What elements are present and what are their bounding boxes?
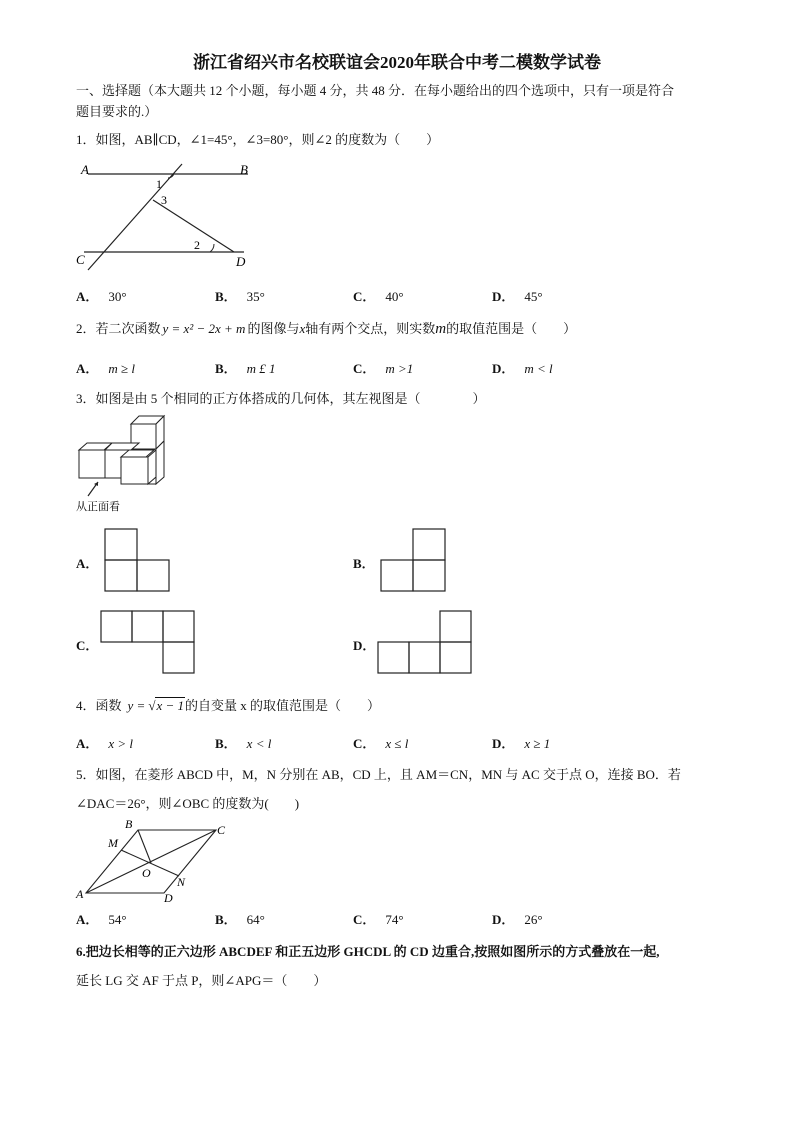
q5-option-a[interactable]: A． 54° — [76, 912, 127, 927]
q1-angle-2: 2 — [194, 238, 200, 252]
q2-stem: 2．若二次函数 y = x² − 2x + m 的图像与x轴有两个交点，则实数m的取值范围是（ ） — [76, 321, 577, 337]
q1-option-a[interactable]: A． 30° — [76, 289, 127, 304]
section-heading-line2: 题目要求的.） — [76, 104, 158, 119]
q5-option-c[interactable]: C． 74° — [353, 912, 404, 927]
q4-stem: 4．函数 y = √x − 1的自变量 x 的取值范围是（ ） — [76, 698, 381, 713]
q3-option-c-figure[interactable] — [100, 610, 196, 674]
q1-angle-1: 1 — [156, 177, 162, 191]
q3-option-b-figure[interactable] — [380, 528, 446, 592]
q4-option-d[interactable]: D． x ≥ 1 — [492, 736, 551, 751]
q3-view-caption: 从正面看 — [76, 501, 120, 513]
q5-option-b[interactable]: B． 64° — [215, 912, 265, 927]
q5-figure — [76, 817, 236, 905]
q5-stem-line2: ∠DAC＝26°，则∠OBC 的度数为( ) — [76, 796, 300, 811]
q1-label-c: C — [76, 252, 85, 267]
q2-option-d[interactable]: D． m < l — [492, 361, 553, 376]
q1-option-b[interactable]: B． 35° — [215, 289, 265, 304]
q1-label-a: A — [81, 162, 89, 177]
q2-formula: y = x² − 2x + m — [162, 321, 246, 336]
q4-option-c[interactable]: C． x ≤ l — [353, 736, 409, 751]
q1-angle-3: 3 — [161, 193, 167, 207]
q3-option-d-figure[interactable] — [377, 610, 473, 674]
q5-label-m: M — [108, 836, 118, 850]
q5-label-c: C — [217, 823, 226, 837]
q1-option-d[interactable]: D． 45° — [492, 289, 543, 304]
section-heading-line1: 一、选择题（本大题共 12 个小题，每小题 4 分，共 48 分．在每小题给出的四个选项中，只有一项是符合 — [76, 83, 675, 98]
q3-option-a-figure[interactable] — [104, 528, 170, 592]
q5-label-a: A — [76, 887, 84, 901]
q6-stem-line2: 延长 LG 交 AF 于点 P，则∠APG＝（ ） — [76, 973, 327, 988]
q2-option-a[interactable]: A． m ≥ l — [76, 361, 136, 376]
q1-stem: 1．如图，AB∥CD，∠1=45°，∠3=80°，则∠2 的度数为（ ） — [76, 132, 440, 147]
q3-figure — [76, 414, 176, 516]
q3-option-d-key[interactable]: D． — [353, 638, 376, 653]
q1-label-d: D — [236, 254, 246, 269]
q4-formula-radicand: x − 1 — [156, 698, 184, 713]
q1-figure — [76, 160, 266, 275]
q4-option-b[interactable]: B． x < l — [215, 736, 272, 751]
q5-stem-line1: 5．如图，在菱形 ABCD 中，M，N 分别在 AB，CD 上，且 AM＝CN，MN 与 AC 交于点 O，连接 BO．若 — [76, 767, 681, 782]
q1-label-b: B — [240, 162, 248, 177]
q3-stem: 3．如图是由 5 个相同的正方体搭成的几何体，其左视图是（ ） — [76, 391, 486, 406]
q3-option-a-key[interactable]: A． — [76, 556, 99, 571]
q5-label-d: D — [164, 891, 173, 905]
q2-option-c[interactable]: C． m >1 — [353, 361, 414, 376]
q5-label-o: O — [142, 866, 151, 880]
q2-option-b[interactable]: B． m £ 1 — [215, 361, 276, 376]
q3-option-b-key[interactable]: B． — [353, 556, 375, 571]
q3-option-c-key[interactable]: C． — [76, 638, 99, 653]
q5-label-b: B — [125, 817, 133, 831]
q6-stem-line1: 6.把边长相等的正六边形 ABCDEF 和正五边形 GHCDL 的 CD 边重合,按照如图所示的方式叠放在一起, — [76, 944, 660, 959]
q4-formula-lhs: y = — [127, 698, 146, 713]
q1-option-c[interactable]: C． 40° — [353, 289, 404, 304]
q5-label-n: N — [177, 875, 186, 889]
page-title: 浙江省绍兴市名校联谊会2020年联合中考二模数学试卷 — [193, 53, 601, 72]
q4-option-a[interactable]: A． x > l — [76, 736, 134, 751]
q5-option-d[interactable]: D． 26° — [492, 912, 543, 927]
